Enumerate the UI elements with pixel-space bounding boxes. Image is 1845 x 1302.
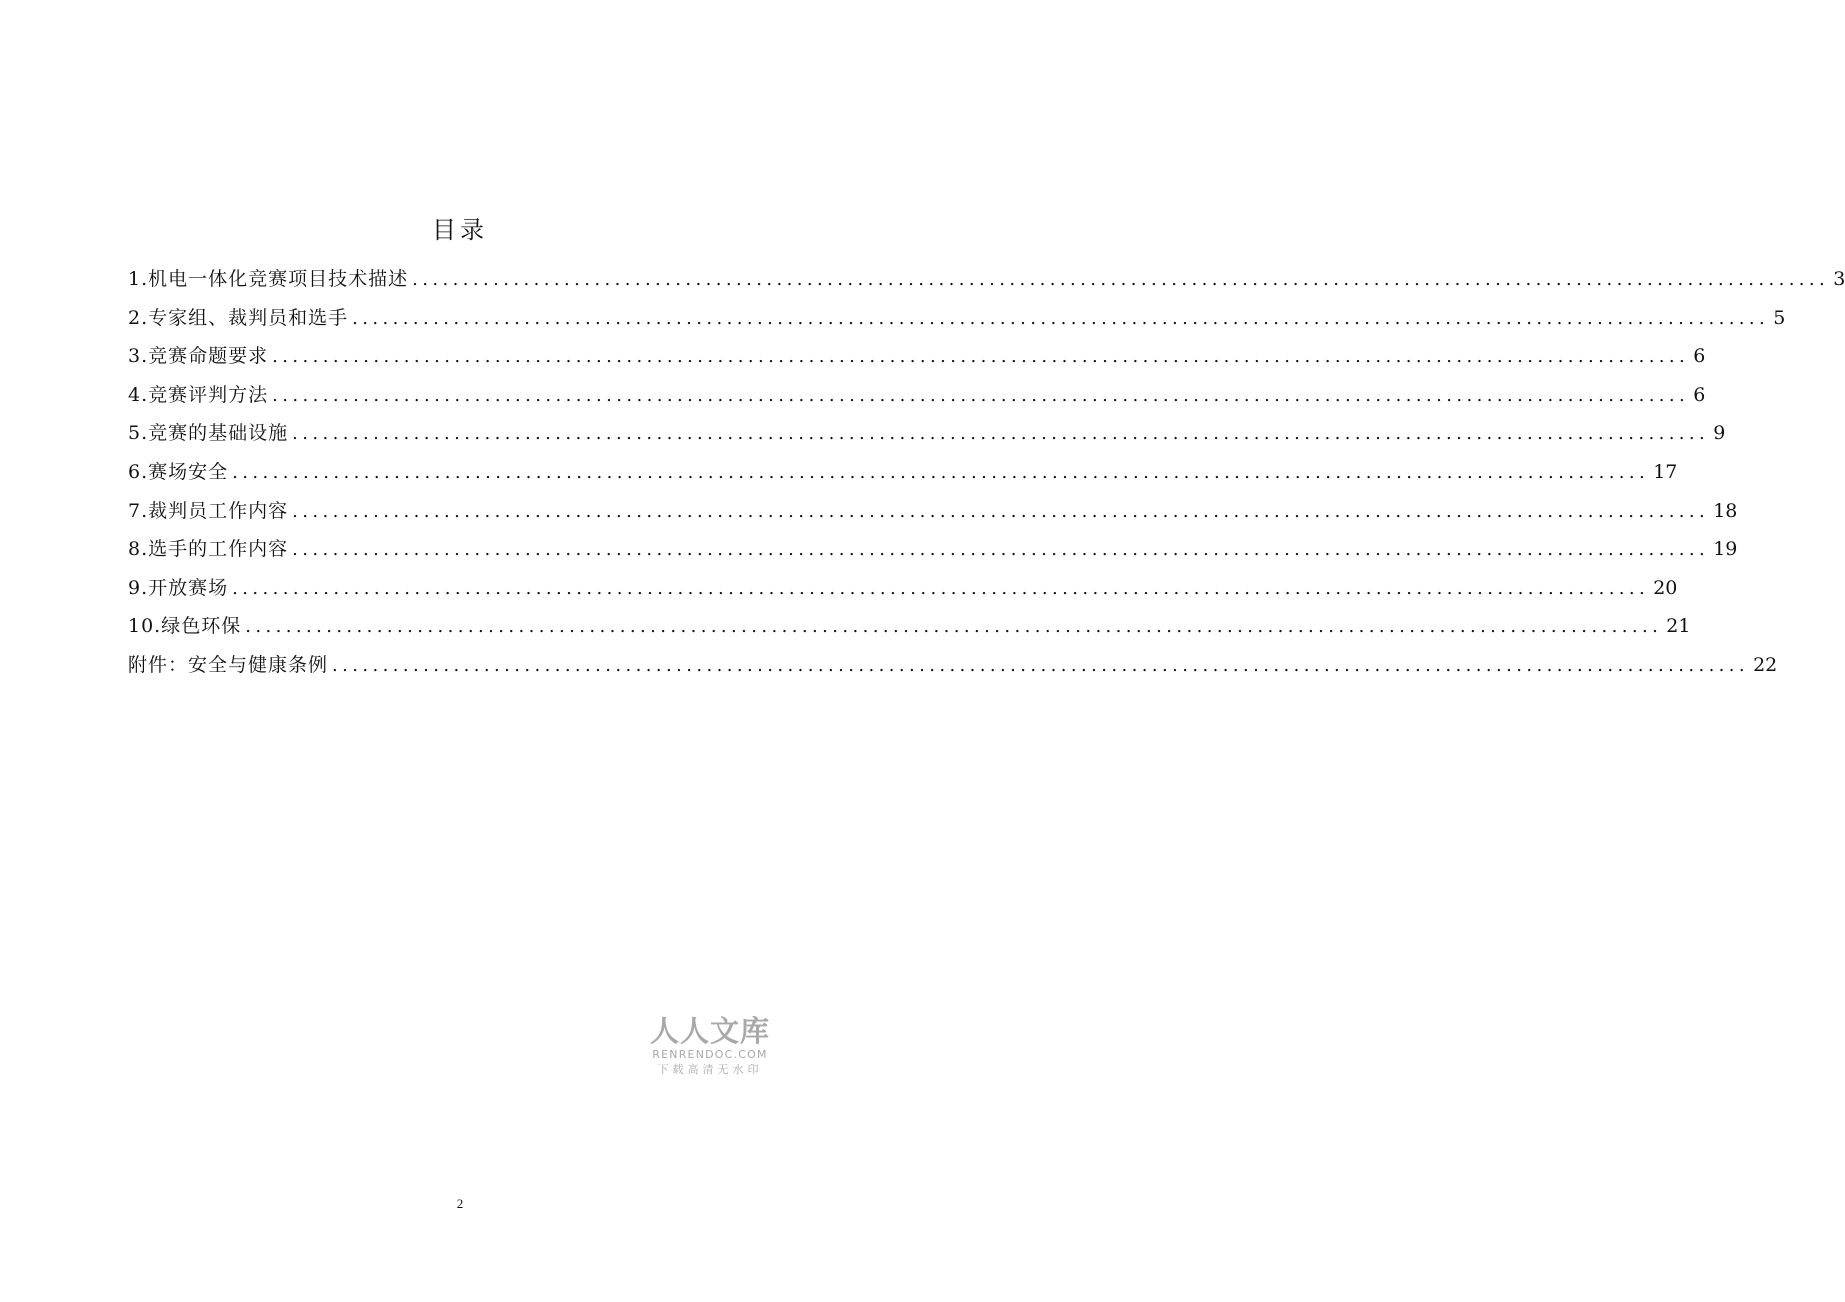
toc-entry-label: 5.竞赛的基础设施	[128, 422, 289, 445]
toc-entry[interactable]	[128, 492, 1738, 531]
toc-entry-label: 9.开放赛场	[128, 576, 229, 599]
toc-dot-leader: ............................................................................................................................................	[272, 384, 1690, 406]
toc-entry[interactable]	[128, 607, 1691, 646]
toc-entry-page: 6	[1693, 383, 1706, 406]
toc-entry-label: 6.赛场安全	[128, 460, 229, 483]
toc-entry-page: 19	[1713, 538, 1738, 561]
watermark-domain: RENRENDOC.COM	[652, 1048, 768, 1061]
page-number: 2	[456, 1196, 464, 1211]
toc-entry[interactable]	[128, 337, 1706, 376]
toc-entry[interactable]	[128, 569, 1678, 608]
toc-entry[interactable]	[128, 376, 1706, 415]
toc-entry-page: 17	[1653, 460, 1678, 483]
toc-entry-page: 22	[1753, 653, 1778, 676]
toc-dot-leader: ............................................................................................................................................	[272, 346, 1690, 368]
toc-entry-page: 18	[1713, 499, 1738, 522]
toc-entry-label: 4.竞赛评判方法	[128, 383, 269, 406]
toc-entry-page: 6	[1693, 345, 1706, 368]
toc-entry[interactable]	[128, 646, 1778, 685]
toc-entry[interactable]	[128, 299, 1786, 338]
table-of-contents	[128, 260, 1845, 685]
toc-title: 目录	[432, 216, 488, 244]
toc-entry[interactable]	[128, 453, 1678, 492]
toc-dot-leader: ............................................................................................................................................	[292, 539, 1710, 561]
toc-entry-page: 9	[1713, 422, 1726, 445]
watermark-slogan: 下载高清无水印	[657, 1063, 763, 1076]
toc-entry-page: 3	[1833, 268, 1845, 290]
toc-entry[interactable]	[128, 530, 1738, 569]
toc-entry-label: 7.裁判员工作内容	[128, 499, 289, 522]
toc-dot-leader: ............................................................................................................................................	[412, 269, 1830, 290]
toc-dot-leader: ............................................................................................................................................	[232, 461, 1650, 483]
toc-entry-label: 8.选手的工作内容	[128, 538, 289, 561]
toc-dot-leader: ............................................................................................................................................	[232, 577, 1650, 599]
toc-dot-leader: ............................................................................................................................................	[245, 616, 1663, 638]
toc-entry-page: 21	[1666, 615, 1691, 638]
watermark-brand: 人人文库	[649, 1014, 770, 1048]
toc-entry-page: 20	[1653, 576, 1678, 599]
toc-entry-label: 10.绿色环保	[128, 615, 242, 638]
toc-entry-label: 3.竞赛命题要求	[128, 345, 269, 368]
toc-entry-page: 5	[1773, 306, 1786, 329]
watermark-logo	[640, 1014, 780, 1078]
toc-dot-leader: ............................................................................................................................................	[292, 423, 1710, 445]
toc-entry-label: 2.专家组、裁判员和选手	[128, 306, 349, 329]
toc-entry-label: 附件：安全与健康条例	[128, 653, 329, 676]
toc-dot-leader: ............................................................................................................................................	[332, 654, 1750, 676]
toc-entry[interactable]	[128, 260, 1845, 299]
toc-entry[interactable]	[128, 414, 1726, 453]
toc-dot-leader: ............................................................................................................................................	[352, 307, 1770, 329]
toc-entry-label: 1.机电一体化竞赛项目技术描述	[128, 268, 409, 290]
toc-dot-leader: ............................................................................................................................................	[292, 500, 1710, 522]
